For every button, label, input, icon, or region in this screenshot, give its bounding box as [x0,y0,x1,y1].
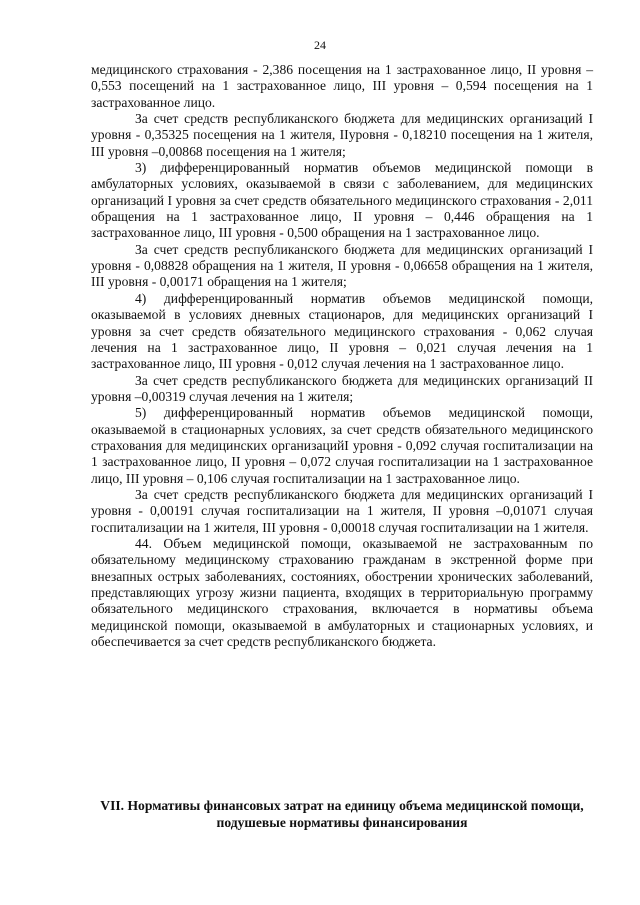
document-body [91,62,593,650]
section-heading: VII. Нормативы финансовых затрат на единицу объема медицинской помощи, подушевые нормативы финансирования [100,798,584,830]
paragraph-item-4: 4) дифференцированный норматив объемов медицинской помощи, оказываемой в условиях дневных стационаров, для медицинских организаций I уровня за счет средств обязательного медицинского страхования - 0,062 случая лечения на 1 застрахованное лицо, II уровня – 0,021 случая лечения на 1 застрахованное лицо, III уровня - 0,012 случая лечения на 1 застрахованное лицо. [91,290,593,372]
paragraph: За счет средств республиканского бюджета для медицинских организаций I уровня - 0,00191 случая госпитализации на 1 жителя, II уровня –0,01071 случая госпитализации на 1 жителя, III уровня - 0,00018 случая госпитализации на 1 жителя. [91,486,593,535]
paragraph-item-3: 3) дифференцированный норматив объемов медицинской помощи в амбулаторных условиях, оказываемой в связи с заболеванием, для медицинских организаций I уровня за счет средств обязательного медицинского страхования - 2,011 обращения на 1 застрахованное лицо, II уровня – 0,446 обращения на 1 застрахованное лицо, III уровня - 0,500 обращения на 1 застрахованное лицо. [91,160,593,241]
paragraph-item-5: 5) дифференцированный норматив объемов медицинской помощи, оказываемой в стационарных условиях, за счет средств обязательного медицинского страхования для медицинских организацийI уровня - 0,092 случая госпитализации на 1 застрахованное лицо, II уровня – 0,072 случая госпитализации на 1 застрахованное лицо, III уровня – 0,106 случая госпитализации на 1 застрахованное лицо. [91,405,593,486]
paragraph: За счет средств республиканского бюджета для медицинских организаций I уровня - 0,08828 обращения на 1 жителя, II уровня - 0,06658 обращения на 1 жителя, III уровня - 0,00171 обращения на 1 жителя; [91,241,593,290]
paragraph: За счет средств республиканского бюджета для медицинских организаций II уровня –0,00319 случая лечения на 1 жителя; [91,372,593,404]
paragraph-clause-44: 44. Объем медицинской помощи, оказываемой не застрахованным по обязательному медицинскому страхованию гражданам в экстренной форме при внезапных острых заболеваниях, состояниях, обострении хронических заболеваний, представляющих угрозу жизни пациента, входящих в территориальную программу обязательного медицинского страхования, включается в нормативы объема медицинской помощи, оказываемой в амбулаторных и стационарных условиях, и обеспечивается за счет средств республиканского бюджета. [91,535,593,650]
paragraph: За счет средств республиканского бюджета для медицинских организаций I уровня - 0,35325 посещения на 1 жителя, IIуровня - 0,18210 посещения на 1 жителя, III уровня –0,00868 посещения на 1 жителя; [91,111,593,159]
page-number: 24 [314,38,326,52]
paragraph-continuation: медицинского страхования - 2,386 посещения на 1 застрахованное лицо, II уровня – 0,553 посещений на 1 застрахованное лицо, III уровня – 0,594 посещения на 1 застрахованное лицо. [91,62,593,110]
